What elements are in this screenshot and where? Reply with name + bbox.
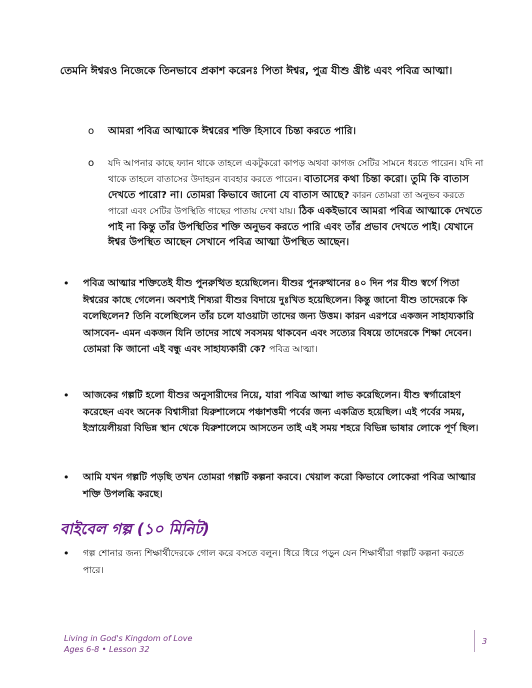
footer-title: Living in God's Kingdom of Love (64, 634, 193, 643)
footer-divider (474, 630, 475, 652)
teacher-answer-text: কারন তোমরা তা অনুভব করতে পারো এবং সেটির উপস্থিতি গাছের পাতায় দেখা যায়। (108, 191, 465, 217)
main-bullet-item (63, 470, 483, 503)
section-heading: বাইবেল গল্প (১০ মিনিট) (60, 520, 210, 538)
student-dialogue-text: বাতাসের কথা চিন্তা করো। তুমি কি বাতাস দেখতে পারো? না। তোমরা কিভাবে জানো যে বাতাস আছে? (108, 174, 469, 201)
sub-bullet-item (88, 156, 484, 250)
main-bullet-text: আজকের গল্পটি হলো যীশুর অনুসারীদের নিয়ে, যারা পবিত্র আত্মা লাভ করেছিলেন। যীশু স্বর্গারোহণ করেছেন এবং অনেক বিশ্বাসীরা যিরুশালেমে পঞ্চাশত্তমী পর্বের জন্য একত্রিত হয়েছিল। এই পর্বের সময়, ইস্রায়েলীয়রা বিভিন্ন স্থান থেকে যিরুশালেমে আসতেন তাই এই সময় শহরে বিভিন্ন ভাষার লোকে পূর্ণ ছিল। (83, 390, 479, 434)
hollow-circle-bullet: o (88, 126, 95, 137)
section-bullet-item (63, 546, 483, 579)
main-bullet-item (63, 276, 483, 359)
page-number: 3 (482, 637, 488, 646)
student-dialogue-text: ঠিক একইভাবে আমরা পবিত্র আত্মাকে দেখতে পাই না কিন্তু তাঁর উপস্থিতির শক্তি অনুভব করতে পারি এবং তাঁর প্রভাব দেখতে পাই। যেখানে ঈশ্বর উপস্থিত আছেন সেখানে পবিত্র আত্মা উপস্থিত আছেন। (108, 206, 482, 248)
teacher-instruction-text: যদি আপনার কাছে ফ্যান থাকে তাহলে একটুকরো কাপড় অথবা কাগজ সেটির সামনে ধরতে পারেন। যদি না থাকে তাহলে বাতাসের উদাহরন ব্যবহার করতে পারেন। (108, 159, 484, 185)
bullet-dot: • (63, 547, 70, 560)
main-bullet-item (63, 388, 483, 438)
footer (64, 633, 192, 655)
main-bullet-answer: পবিত্র আত্মা। (269, 345, 318, 355)
intro-paragraph: তেমনি ঈশ্বরও নিজেকে তিনভাবে প্রকাশ করেনঃ পিতা ঈশ্বর, পুত্র যীশু খ্রীষ্ট এবং পবিত্র আত্মা। (60, 65, 453, 77)
main-bullet-text: পবিত্র আত্মার শক্তিতেই যীশু পুনরুত্থিত হয়েছিলেন। যীশুর পুনরুত্থানের ৪০ দিন পর যীশু স্বর্গে পিতা ঈশ্বরের কাছে গেলেন। অবশ্যই শিষ্যরা যীশুর বিদায়ে দুঃখিত হয়েছিলেন। কিন্তু জানো যীশু তাদেরকে কি বলেছিলেন? তিনি বলেছিলেন তাঁর চলে যাওয়াটা তাদের জন্য উত্তম। কারন এরপরে একজন সাহায্যকারি আসবেন- এমন একজন যিনি তাদের সাথে সবসময় থাকবেন এবং সত্যের বিষয়ে তাদেরকে শিক্ষা দেবেন। তোমরা কি জানো এই বন্ধু এবং সাহায্যকারী কে? (83, 278, 474, 355)
bullet-dot: • (63, 389, 70, 402)
sub-bullet-item (88, 124, 484, 139)
footer-subtitle: Ages 6-8 • Lesson 32 (64, 645, 150, 654)
sub-bullet-text: আমরা পবিত্র আত্মাকে ঈশ্বরের শক্তি হিসাবে চিন্তা করতে পারি। (108, 126, 356, 137)
hollow-circle-bullet: o (88, 158, 95, 169)
bullet-dot: • (63, 471, 70, 484)
main-bullet-text: আমি যখন গল্পটি পড়ছি তখন তোমরা গল্পটি কল্পনা করবে। খেয়াল করো কিভাবে লোকেরা পবিত্র আত্মার শক্তি উপলব্ধি করছে। (83, 472, 476, 500)
section-bullet-text: গল্প শোনার জন্য শিক্ষার্থীদেরকে গোল করে বসতে বলুন। ধিরে ধিরে পড়ুন যেন শিক্ষার্থীরা গল্পটি কল্পনা করতে পারে। (83, 549, 464, 576)
bullet-dot: • (63, 277, 70, 290)
